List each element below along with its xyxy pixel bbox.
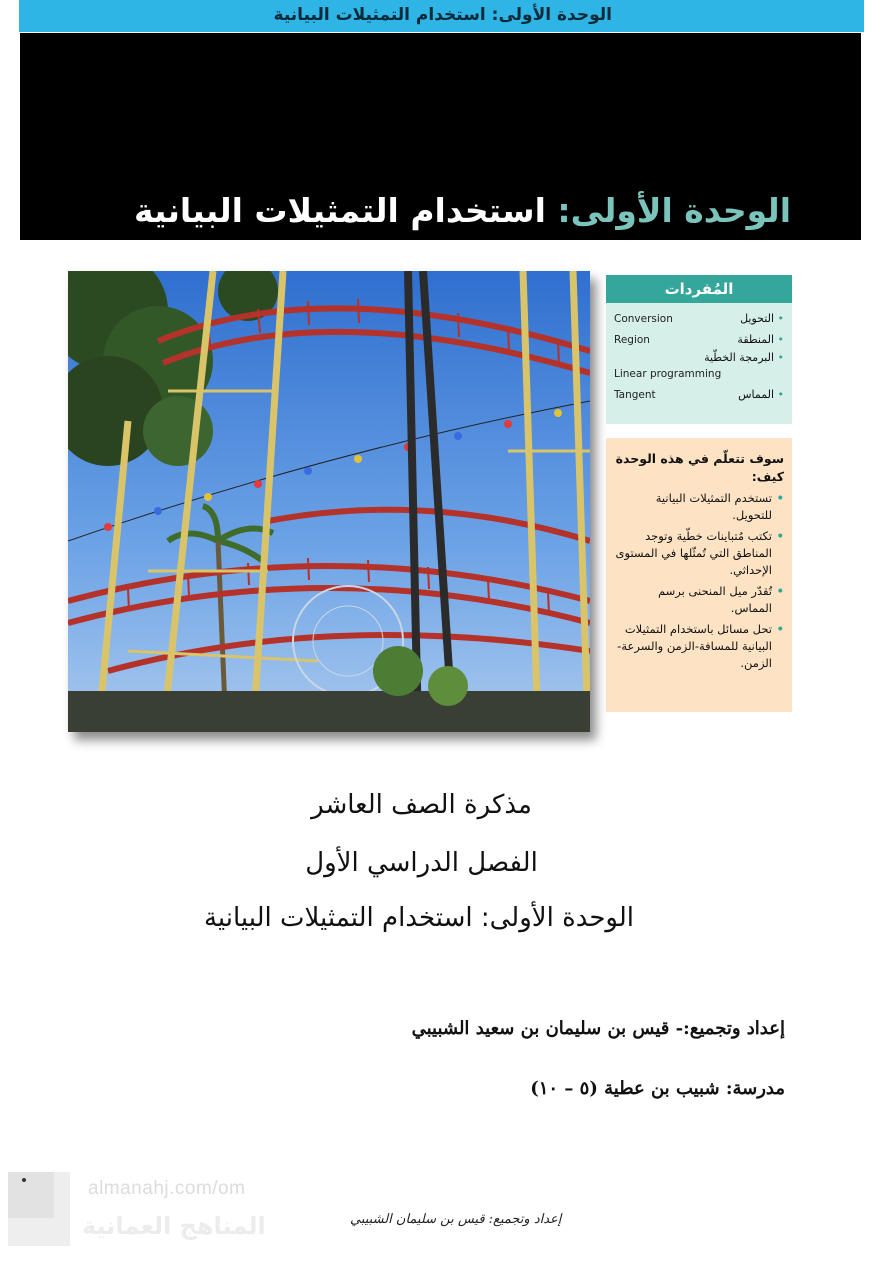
vocab-item <box>614 308 784 329</box>
semester-title: الفصل الدراسي الأول <box>305 848 538 878</box>
banner-title <box>134 191 791 241</box>
vocab-item <box>614 329 784 350</box>
vocab-term-ar: • المنطقة <box>737 329 784 350</box>
vocab-term-en: Linear programming <box>614 368 722 380</box>
unit-banner <box>20 33 861 240</box>
vocab-item <box>614 350 784 384</box>
handwritten-signature: إعداد وتجميع: قيس بن سليمان الشبيبي <box>350 1212 562 1227</box>
vocab-term-en: Conversion <box>614 313 673 325</box>
watermark-logo <box>8 1172 70 1246</box>
dot-mark <box>22 1178 26 1182</box>
learning-item: • تكتب مُتباينات خطّية وتوجد المناطق التي تُمثّلها في المستوى الإحداثي. <box>614 528 784 579</box>
banner-topic-label: استخدام التمثيلات البيانية <box>134 191 546 230</box>
vocab-term-ar: • البرمجة الخطّية <box>704 351 784 364</box>
watermark-name: المناهج العمانية <box>82 1212 266 1240</box>
learning-item: • تُقدّر ميل المنحنى برسم المماس. <box>614 583 784 617</box>
vocabulary-title: المُفردات <box>606 275 792 303</box>
notebook-title: مذكرة الصف العاشر <box>311 790 532 820</box>
top-header-bar <box>19 0 864 32</box>
top-header-text: الوحدة الأولى: استخدام التمثيلات البيانية <box>273 5 612 25</box>
vocab-term-ar: • التحويل <box>740 308 784 329</box>
vocabulary-list <box>606 303 792 405</box>
learning-item: • تحل مسائل باستخدام التمثيلات البيانية للمسافة-الزمن والسرعة-الزمن. <box>614 621 784 672</box>
roller-coaster-illustration <box>68 271 590 732</box>
learning-item: • تستخدم التمثيلات البيانية للتحويل. <box>614 490 784 524</box>
learning-title: سوف تتعلّم في هذه الوحدة كيف: <box>615 451 784 484</box>
roller-coaster-photo <box>68 271 590 732</box>
vocabulary-box <box>606 275 792 424</box>
vocab-item <box>614 384 784 405</box>
author-credit: إعداد وتجميع:- قيس بن سليمان بن سعيد الشبيبي <box>411 1018 785 1039</box>
banner-unit-label: الوحدة الأولى: <box>557 191 791 230</box>
learning-objectives-box <box>606 438 792 712</box>
vocab-term-en: Region <box>614 334 650 346</box>
learning-list <box>614 490 784 672</box>
vocab-term-ar: • المماس <box>738 384 784 405</box>
vocab-term-en: Tangent <box>614 389 656 401</box>
watermark-url: almanahj.com/om <box>88 1178 246 1199</box>
unit-title: الوحدة الأولى: استخدام التمثيلات البيانية <box>203 903 635 933</box>
school-credit: مدرسة: شبيب بن عطية (٥ – ١٠) <box>530 1078 785 1099</box>
